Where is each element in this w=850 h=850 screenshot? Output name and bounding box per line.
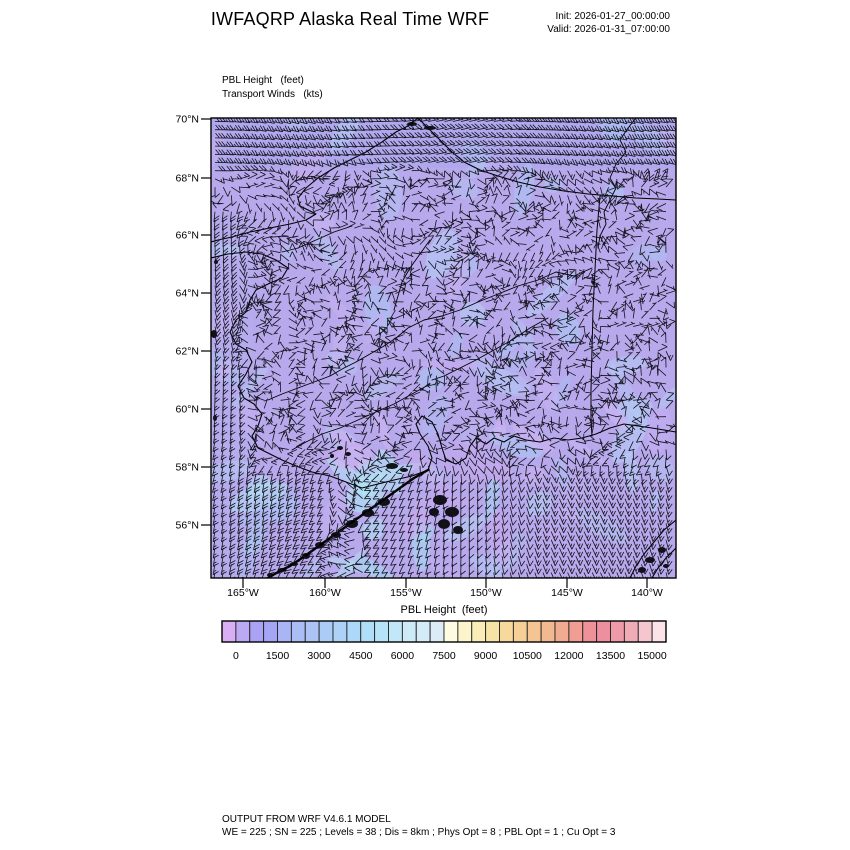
colorbar-label: 13500 <box>595 650 626 662</box>
colorbar-cell <box>458 621 472 642</box>
colorbar-cell <box>291 621 305 642</box>
colorbar-cell <box>347 621 361 642</box>
colorbar-cell <box>472 621 486 642</box>
lat-tick-label: 70°N <box>175 113 199 126</box>
page-title: IWFAQRP Alaska Real Time WRF <box>210 9 490 29</box>
colorbar-label: 12000 <box>554 650 584 662</box>
colorbar-label: 6000 <box>390 650 415 662</box>
colorbar-label: 1500 <box>265 650 290 662</box>
colorbar-cell <box>375 621 389 642</box>
lat-tick-label: 56°N <box>175 519 199 532</box>
colorbar-cell <box>444 621 458 642</box>
lat-tick-label: 62°N <box>175 345 199 358</box>
colorbar-label: 3000 <box>307 650 331 662</box>
colorbar-cell <box>597 621 611 642</box>
colorbar-cell <box>264 621 278 642</box>
lon-tick-label: 145°W <box>551 587 583 599</box>
colorbar-cell <box>278 621 292 642</box>
island <box>386 463 398 469</box>
field-label-winds: Transport Winds (kts) <box>222 89 323 100</box>
colorbar-label: 4500 <box>349 650 373 662</box>
island <box>400 468 408 472</box>
colorbar-cell <box>624 621 638 642</box>
colorbar-cell <box>583 621 597 642</box>
colorbar-cell <box>638 621 652 642</box>
colorbar-label: 15000 <box>637 650 667 662</box>
colorbar-cell <box>500 621 514 642</box>
footer-line1: OUTPUT FROM WRF V4.6.1 MODEL <box>222 814 391 825</box>
model-footer <box>222 813 615 839</box>
colorbar-cell <box>527 621 541 642</box>
init-time-label: Init: 2026-01-27_00:00:00 <box>555 11 670 22</box>
colorbar-cell <box>652 621 666 642</box>
lat-tick-label: 64°N <box>175 287 199 300</box>
colorbar-cell <box>569 621 583 642</box>
colorbar-cell <box>236 621 250 642</box>
lon-tick-label: 150°W <box>470 587 502 599</box>
footer-line2: WE = 225 ; SN = 225 ; Levels = 38 ; Dis = 8km ; Phys Opt = 8 ; PBL Opt = 1 ; Cu Opt = 3 <box>222 827 616 838</box>
colorbar-cell <box>250 621 264 642</box>
colorbar-cell <box>402 621 416 642</box>
colorbar-title: PBL Height (feet) <box>400 604 488 616</box>
valid-time-label: Valid: 2026-01-31_07:00:00 <box>547 24 670 35</box>
lon-tick-label: 160°W <box>309 587 341 599</box>
colorbar-cell <box>541 621 555 642</box>
lat-tick-label: 68°N <box>175 172 199 185</box>
lat-tick-label: 60°N <box>175 403 199 416</box>
colorbar-cell <box>305 621 319 642</box>
colorbar <box>222 621 667 662</box>
colorbar-cell <box>555 621 569 642</box>
colorbar-cell <box>389 621 403 642</box>
lat-tick-label: 58°N <box>175 461 199 474</box>
island <box>330 454 334 458</box>
colorbar-cell <box>513 621 527 642</box>
lat-tick-label: 66°N <box>175 229 199 242</box>
colorbar-label: 10500 <box>512 650 542 662</box>
lon-tick-label: 140°W <box>631 587 663 599</box>
colorbar-cell <box>611 621 625 642</box>
colorbar-cell <box>319 621 333 642</box>
colorbar-cell <box>486 621 500 642</box>
colorbar-cell <box>222 621 236 642</box>
lon-tick-label: 155°W <box>390 587 422 599</box>
colorbar-label: 0 <box>232 650 239 662</box>
colorbar-cell <box>361 621 375 642</box>
colorbar-label: 7500 <box>432 650 456 662</box>
colorbar-cell <box>430 621 444 642</box>
field-label-pbl: PBL Height (feet) <box>222 75 304 86</box>
colorbar-cell <box>416 621 430 642</box>
lon-tick-label: 165°W <box>227 587 259 599</box>
island <box>214 260 218 264</box>
colorbar-label: 9000 <box>473 650 498 662</box>
colorbar-cell <box>333 621 347 642</box>
